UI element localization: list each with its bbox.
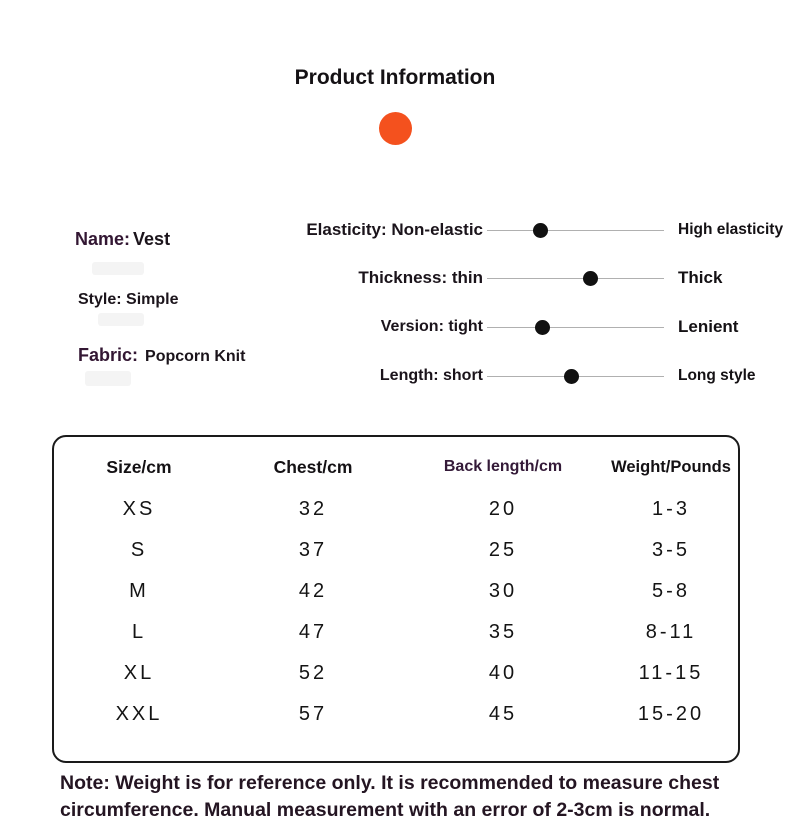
slider-track: [487, 230, 664, 231]
table-cell: XXL: [115, 703, 163, 725]
table-cell: M: [129, 580, 149, 602]
table-cell: 57: [298, 703, 328, 725]
table-cell: 37: [298, 539, 328, 561]
slider-track: [487, 376, 664, 377]
table-cell: S: [130, 539, 148, 561]
table-cell: 15-20: [637, 703, 705, 725]
table-cell: 25: [488, 539, 518, 561]
table-cell: 30: [488, 580, 518, 602]
table-cell: XS: [122, 498, 156, 520]
table-cell: 3-5: [652, 539, 690, 561]
table-header-weight: Weight/Pounds: [611, 457, 731, 476]
table-cell: 11-15: [638, 662, 704, 684]
note-text: [60, 770, 760, 824]
attribute-slider-elasticity: [0, 216, 790, 244]
table-cell: 1-3: [652, 498, 690, 520]
note-line-1: Note: Weight is for reference only. It is recommended to measure chest: [60, 772, 720, 794]
table-cell: 20: [488, 498, 518, 520]
slider-dot-icon: [533, 223, 548, 238]
table-cell: 32: [298, 498, 328, 520]
table-header-size: Size/cm: [106, 456, 172, 477]
orange-dot-icon: [379, 112, 412, 145]
table-cell: 42: [298, 580, 328, 602]
slider-left-label: Version: tight: [380, 318, 483, 335]
page-title: Product Information: [294, 66, 496, 89]
name-label: Name:: [75, 229, 131, 249]
slider-dot-icon: [564, 369, 579, 384]
slider-right-label: High elasticity: [678, 221, 784, 238]
slider-dot-icon: [583, 271, 598, 286]
slider-left-label: Elasticity: Non-elastic: [306, 220, 483, 239]
table-cell: XL: [123, 662, 155, 684]
size-table: [52, 435, 740, 763]
table-cell: 47: [298, 621, 328, 643]
table-cell: 8-11: [645, 621, 697, 643]
name-value: Vest: [133, 229, 171, 249]
attribute-slider-version: [0, 313, 790, 341]
fabric-value: Popcorn Knit: [145, 348, 246, 365]
table-cell: L: [131, 621, 147, 643]
table-header-back-length: Back length/cm: [443, 458, 563, 475]
product-style-line: Style: Simple: [78, 291, 179, 308]
slider-dot-icon: [535, 320, 550, 335]
slider-right-label: Long style: [678, 367, 756, 384]
slider-track: [487, 327, 664, 328]
table-cell: 5-8: [652, 580, 690, 602]
slider-track: [487, 278, 664, 279]
table-header-chest: Chest/cm: [273, 456, 353, 477]
attribute-slider-thickness: [0, 264, 790, 292]
table-cell: 45: [488, 703, 518, 725]
note-line-2: circumference. Manual measurement with an error of 2-3cm is normal.: [60, 799, 711, 821]
slider-right-label: Thick: [678, 268, 723, 287]
slider-left-label: Length: short: [379, 367, 483, 384]
slider-left-label: Thickness: thin: [358, 268, 483, 287]
table-cell: 40: [488, 662, 518, 684]
table-cell: 52: [298, 662, 328, 684]
slider-right-label: Lenient: [678, 317, 739, 336]
fabric-label: Fabric:: [78, 345, 139, 365]
table-cell: 35: [488, 621, 518, 643]
attribute-slider-length: [0, 362, 790, 390]
